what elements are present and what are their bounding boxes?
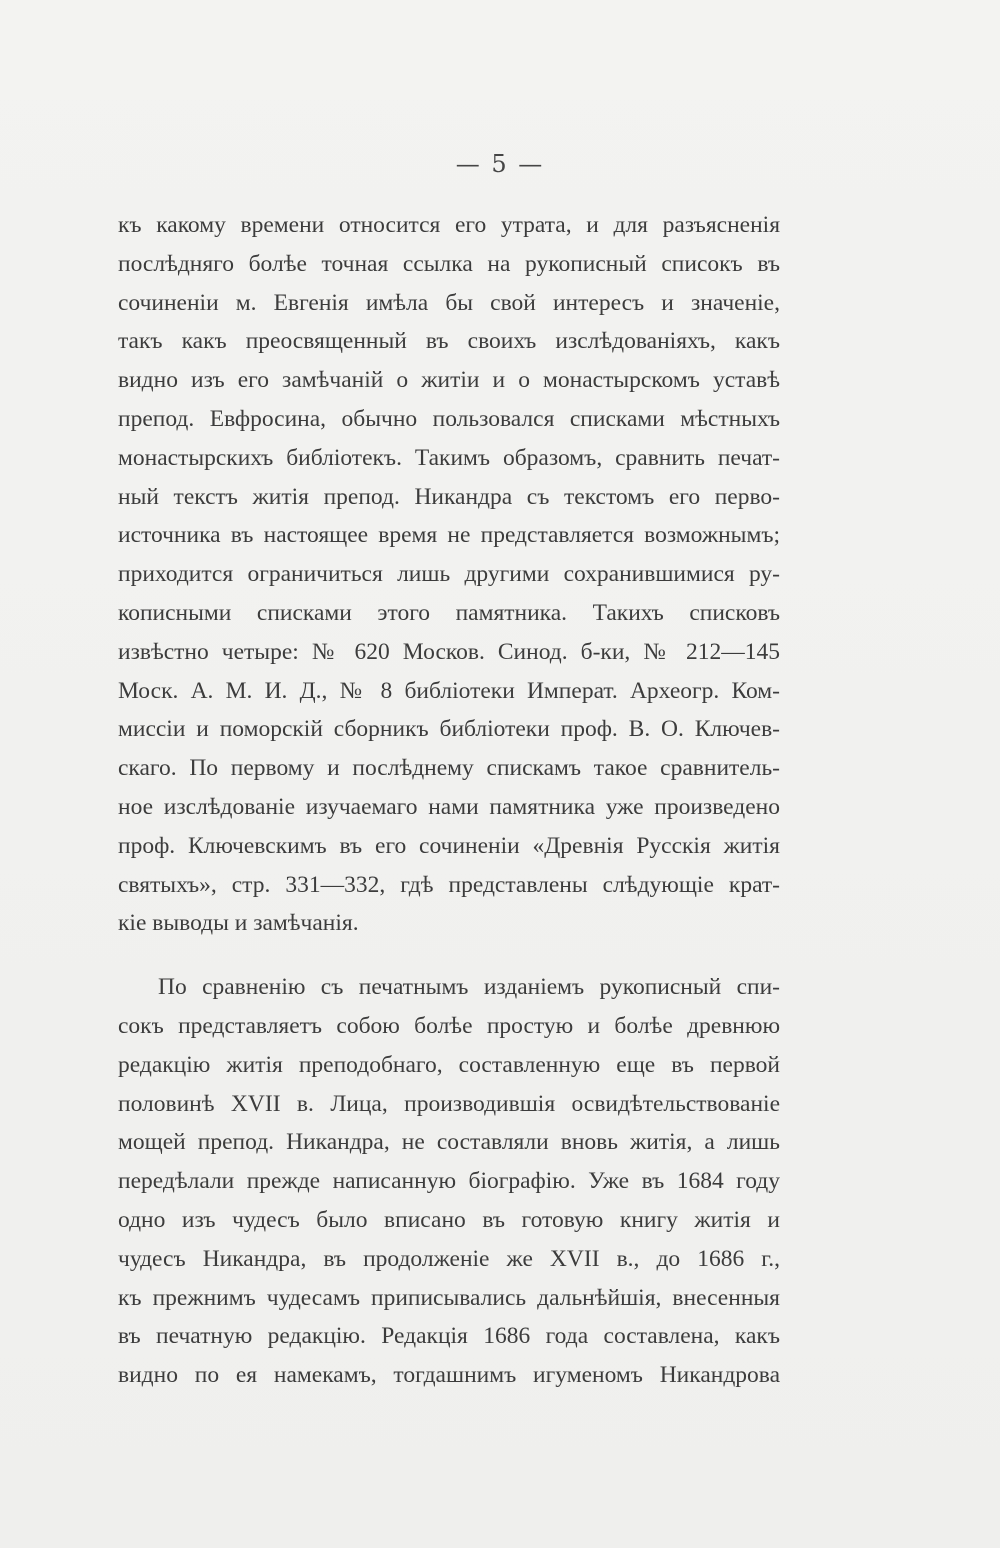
text-line: ное изслѣдованіе изучаемаго нами памятника уже произведено xyxy=(118,793,780,820)
text-line: передѣлали прежде написанную біографію. Уже въ 1684 году xyxy=(118,1168,780,1195)
text-line: Моск. А. М. И. Д., № 8 библіотеки Императ. Археогр. Ком- xyxy=(118,677,780,704)
text-line: чудесъ Никандра, въ продолженіе же XVII в., до 1686 г., xyxy=(118,1245,780,1272)
paragraph-gap xyxy=(118,943,780,968)
text-line: видно изъ его замѣчаній о житіи и о монастырскомъ уставѣ xyxy=(118,367,780,394)
text-line: препод. Евфросина, обычно пользовался списками мѣстныхъ xyxy=(118,405,780,432)
text-line: монастырскихъ библіотекъ. Такимъ образомъ, сравнить печат- xyxy=(118,444,780,471)
text-line: въ печатную редакцію. Редакція 1686 года составлена, какъ xyxy=(118,1323,780,1350)
text-line: половинѣ XVII в. Лица, производившія освидѣтельствованіе xyxy=(118,1090,780,1117)
text-line: послѣдняго болѣе точная ссылка на рукописный списокъ въ xyxy=(118,250,780,277)
paragraph-2 xyxy=(118,968,780,1395)
text-line: приходится ограничиться лишь другими сохранившимися ру- xyxy=(118,561,780,588)
text-line: сокъ представляетъ собою болѣе простую и болѣе древнюю xyxy=(118,1012,780,1039)
page-number: — 5 — xyxy=(455,150,545,178)
text-line: къ прежнимъ чудесамъ приписывались дальнѣйшія, внесенныя xyxy=(118,1284,780,1311)
text-line: видно по ея намекамъ, тогдашнимъ игуменомъ Никандрова xyxy=(118,1362,780,1389)
text-line: кописными списками этого памятника. Такихъ списковъ xyxy=(118,599,780,626)
text-line: сочиненіи м. Евгенія имѣла бы свой интересъ и значеніе, xyxy=(118,289,780,316)
text-line: миссіи и поморскій сборникъ библіотеки проф. В. О. Ключев- xyxy=(118,716,780,743)
text-line: такъ какъ преосвященный въ своихъ изслѣдованіяхъ, какъ xyxy=(118,328,780,355)
text-line: одно изъ чудесъ было вписано въ готовую книгу житія и xyxy=(118,1206,780,1233)
text-line: кіе выводы и замѣчанія. xyxy=(118,910,359,937)
text-line: скаго. По первому и послѣднему спискамъ такое сравнитель- xyxy=(118,755,780,782)
text-line: источника въ настоящее время не представляется возможнымъ; xyxy=(118,522,780,549)
text-line: ный текстъ житія препод. Никандра съ текстомъ его перво- xyxy=(118,483,780,510)
text-line: редакцію житія преподобнаго, составленную еще въ первой xyxy=(118,1051,780,1078)
body-text xyxy=(118,206,780,1395)
text-line: святыхъ», стр. 331—332, гдѣ представлены слѣдующіе крат- xyxy=(118,871,780,898)
text-line: По сравненію съ печатнымъ изданіемъ рукописный спи- xyxy=(158,974,780,1001)
text-line: извѣстно четыре: № 620 Москов. Синод. б-ки, № 212—145 xyxy=(118,638,780,665)
text-line: къ какому времени относится его утрата, и для разъясненія xyxy=(118,212,780,238)
paragraph-1 xyxy=(118,206,780,943)
text-line: проф. Ключевскимъ въ его сочиненіи «Древнія Русскія житія xyxy=(118,832,780,859)
text-line: мощей препод. Никандра, не составляли вновь житія, а лишь xyxy=(118,1129,780,1156)
